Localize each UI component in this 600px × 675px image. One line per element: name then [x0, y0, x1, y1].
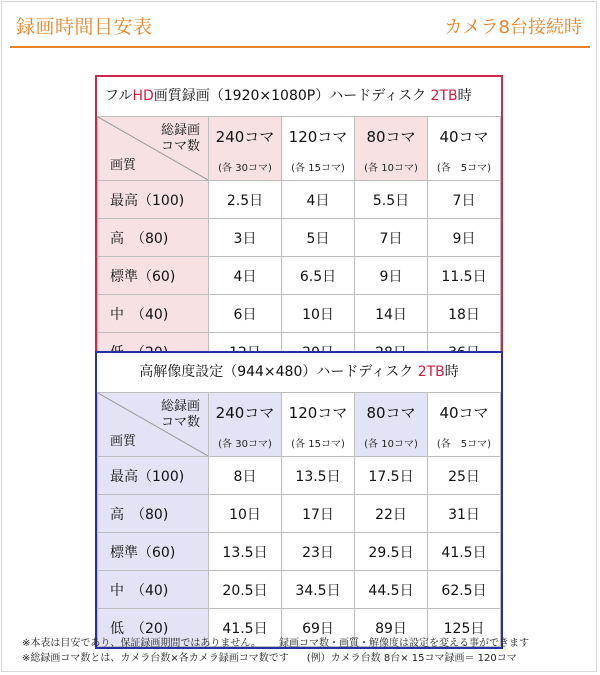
table-cell: 9日 [355, 257, 428, 295]
column-header: 120コマ (各 15コマ) [282, 393, 355, 457]
table-cell: 14日 [355, 295, 428, 333]
capacity-highlight: 2TB [417, 364, 445, 380]
table-cell: 17日 [282, 495, 355, 533]
table-cell: 69日 [282, 609, 355, 647]
table-cell: 5.5日 [355, 181, 428, 219]
footnote-line: ※本表は目安であり、保証録画期間ではありません。 録画コマ数・画質・解像度は設定を変える事ができます [22, 638, 529, 649]
row-label: 中 （40) [98, 295, 209, 333]
table-cell: 17.5日 [355, 457, 428, 495]
table-row [98, 181, 501, 219]
row-label: 標準（60) [98, 533, 209, 571]
column-header: 80コマ (各 10コマ) [355, 117, 428, 181]
table-cell: 41.5日 [209, 609, 282, 647]
table-cell: 9日 [428, 219, 501, 257]
column-header: 80コマ (各 10コマ) [355, 393, 428, 457]
footnote-line: ※総録画コマ数とは、カメラ台数×各カメラ録画コマ数です (例）カメラ台数 8台× 15コマ録画＝ 120コマ [22, 653, 517, 664]
column-header: 40コマ (各 5コマ) [428, 393, 501, 457]
table-row [98, 457, 501, 495]
table-row [98, 219, 501, 257]
table-cell: 6日 [209, 295, 282, 333]
table-row [98, 257, 501, 295]
capacity-highlight: 2TB [430, 88, 458, 104]
table-cell: 13.5日 [209, 533, 282, 571]
table-cell: 89日 [355, 609, 428, 647]
fullhd-table-title: フルHD画質録画（1920×1080P）ハードディスク 2TB時 [105, 88, 472, 104]
table-cell: 44.5日 [355, 571, 428, 609]
table-cell: 20.5日 [209, 571, 282, 609]
table-cell: 7日 [355, 219, 428, 257]
table-cell: 2.5日 [209, 181, 282, 219]
column-header: 120コマ (各 15コマ) [282, 117, 355, 181]
table-cell: 25日 [428, 457, 501, 495]
table-cell: 4日 [282, 181, 355, 219]
row-label: 高 （80) [98, 495, 209, 533]
table-row [98, 495, 501, 533]
row-label: 最高（100) [98, 181, 209, 219]
table-cell: 10日 [282, 295, 355, 333]
table-cell: 4日 [209, 257, 282, 295]
page-subtitle: カメラ8台接続時 [444, 17, 582, 38]
row-label: 低 （20) [98, 609, 209, 647]
table-cell: 7日 [428, 181, 501, 219]
table-cell: 3日 [209, 219, 282, 257]
table-cell: 18日 [428, 295, 501, 333]
table-cell: 23日 [282, 533, 355, 571]
table-row [98, 571, 501, 609]
corner-cell: 総録画 コマ数 画質 [98, 393, 209, 457]
table-cell: 11.5日 [428, 257, 501, 295]
table-row [98, 295, 501, 333]
column-header: 40コマ (各 5コマ) [428, 117, 501, 181]
table-header-row [98, 117, 501, 181]
table-cell: 22日 [355, 495, 428, 533]
highres-duration-table [97, 392, 501, 647]
table-cell: 6.5日 [282, 257, 355, 295]
table-cell: 8日 [209, 457, 282, 495]
row-label: 最高（100) [98, 457, 209, 495]
table-cell: 29.5日 [355, 533, 428, 571]
hd-highlight: HD [132, 88, 154, 104]
row-label: 標準（60) [98, 257, 209, 295]
column-header: 240コマ (各 30コマ) [209, 393, 282, 457]
table-cell: 41.5日 [428, 533, 501, 571]
table-cell: 5日 [282, 219, 355, 257]
row-label: 中 （40) [98, 571, 209, 609]
page-header [0, 0, 600, 44]
table-cell: 125日 [428, 609, 501, 647]
highres-table-title: 高解像度設定（944×480）ハードディスク 2TB時 [139, 364, 459, 380]
table-cell: 62.5日 [428, 571, 501, 609]
table-cell: 10日 [209, 495, 282, 533]
table-cell: 13.5日 [282, 457, 355, 495]
table-header-row [98, 393, 501, 457]
corner-cell: 総録画 コマ数 画質 [98, 117, 209, 181]
highres-table-panel [95, 351, 503, 649]
page-title: 録画時間目安表 [16, 16, 153, 38]
table-cell: 31日 [428, 495, 501, 533]
row-label: 高 （80) [98, 219, 209, 257]
table-cell: 34.5日 [282, 571, 355, 609]
fullhd-table-panel [95, 75, 503, 373]
footnotes [22, 636, 592, 666]
header-divider [10, 46, 590, 48]
fullhd-duration-table [97, 116, 501, 371]
table-row [98, 533, 501, 571]
column-header: 240コマ (各 30コマ) [209, 117, 282, 181]
